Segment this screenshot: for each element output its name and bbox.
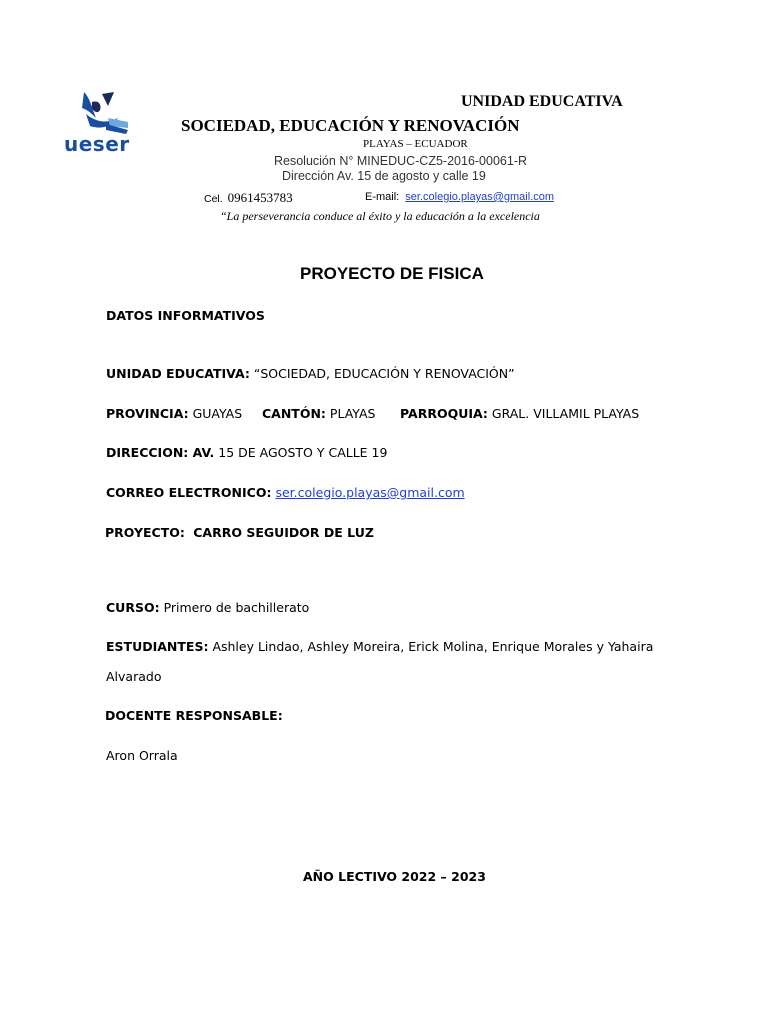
canton-value: PLAYAS: [329, 406, 376, 421]
email-link[interactable]: ser.colegio.playas@gmail.com: [405, 191, 555, 203]
provincia-label: PROVINCIA:: [106, 406, 189, 421]
section-heading: DATOS INFORMATIVOS: [106, 308, 265, 323]
parroquia-value: GRAL. VILLAMIL PLAYAS: [491, 406, 640, 421]
email-label: E-mail:: [365, 191, 400, 203]
header-address: Dirección Av. 15 de agosto y calle 19: [282, 169, 486, 183]
cel-value: 0961453783: [227, 190, 293, 205]
field-curso: [106, 600, 309, 615]
estudiantes-value-line1: Ashley Lindao, Ashley Moreira, Erick Molina, Enrique Morales y Yahaira: [212, 639, 654, 654]
cel-label: Cel.: [204, 193, 223, 205]
correo-link[interactable]: ser.colegio.playas@gmail.com: [275, 485, 465, 500]
proyecto-value: CARRO SEGUIDOR DE LUZ: [193, 525, 374, 540]
proyecto-label: PROYECTO:: [105, 525, 185, 540]
header-email: [365, 191, 554, 203]
field-provincia: [106, 406, 242, 421]
header-resolution: Resolución N° MINEDUC-CZ5-2016-00061-R: [274, 154, 528, 168]
field-estudiantes: [106, 639, 653, 654]
docente-label: DOCENTE RESPONSABLE:: [105, 708, 283, 723]
school-logo: [62, 88, 136, 158]
header-motto: “La perseverancia conduce al éxito y la educación a la excelencia: [220, 209, 540, 223]
header-location: PLAYAS – ECUADOR: [363, 138, 468, 150]
unidad-value: “SOCIEDAD, EDUCACIÓN Y RENOVACIÓN”: [253, 366, 515, 381]
header-contact: [204, 190, 293, 206]
curso-label: CURSO:: [106, 600, 160, 615]
header-line1: UNIDAD EDUCATIVA: [461, 93, 623, 110]
unidad-label: UNIDAD EDUCATIVA:: [106, 366, 250, 381]
estudiantes-label: ESTUDIANTES:: [106, 639, 209, 654]
direccion-value: 15 DE AGOSTO Y CALLE 19: [218, 445, 388, 460]
field-unidad: [106, 366, 515, 381]
canton-label: CANTÓN:: [262, 406, 326, 421]
field-parroquia: [400, 406, 639, 421]
field-direccion: [106, 445, 387, 460]
field-correo: [106, 485, 465, 500]
school-year: AÑO LECTIVO 2022 – 2023: [303, 869, 486, 884]
correo-label: CORREO ELECTRONICO:: [106, 485, 272, 500]
estudiantes-value-line2: Alvarado: [106, 669, 162, 684]
logo-text: ueser: [64, 132, 130, 156]
direccion-label: DIRECCION: AV.: [106, 445, 215, 460]
header-line2: SOCIEDAD, EDUCACIÓN Y RENOVACIÓN: [181, 116, 520, 135]
provincia-value: GUAYAS: [192, 406, 243, 421]
field-canton: [262, 406, 375, 421]
docente-value: Aron Orrala: [106, 748, 178, 763]
curso-value: Primero de bachillerato: [163, 600, 310, 615]
parroquia-label: PARROQUIA:: [400, 406, 488, 421]
field-proyecto: [105, 525, 374, 540]
page-title: PROYECTO DE FISICA: [300, 264, 484, 283]
